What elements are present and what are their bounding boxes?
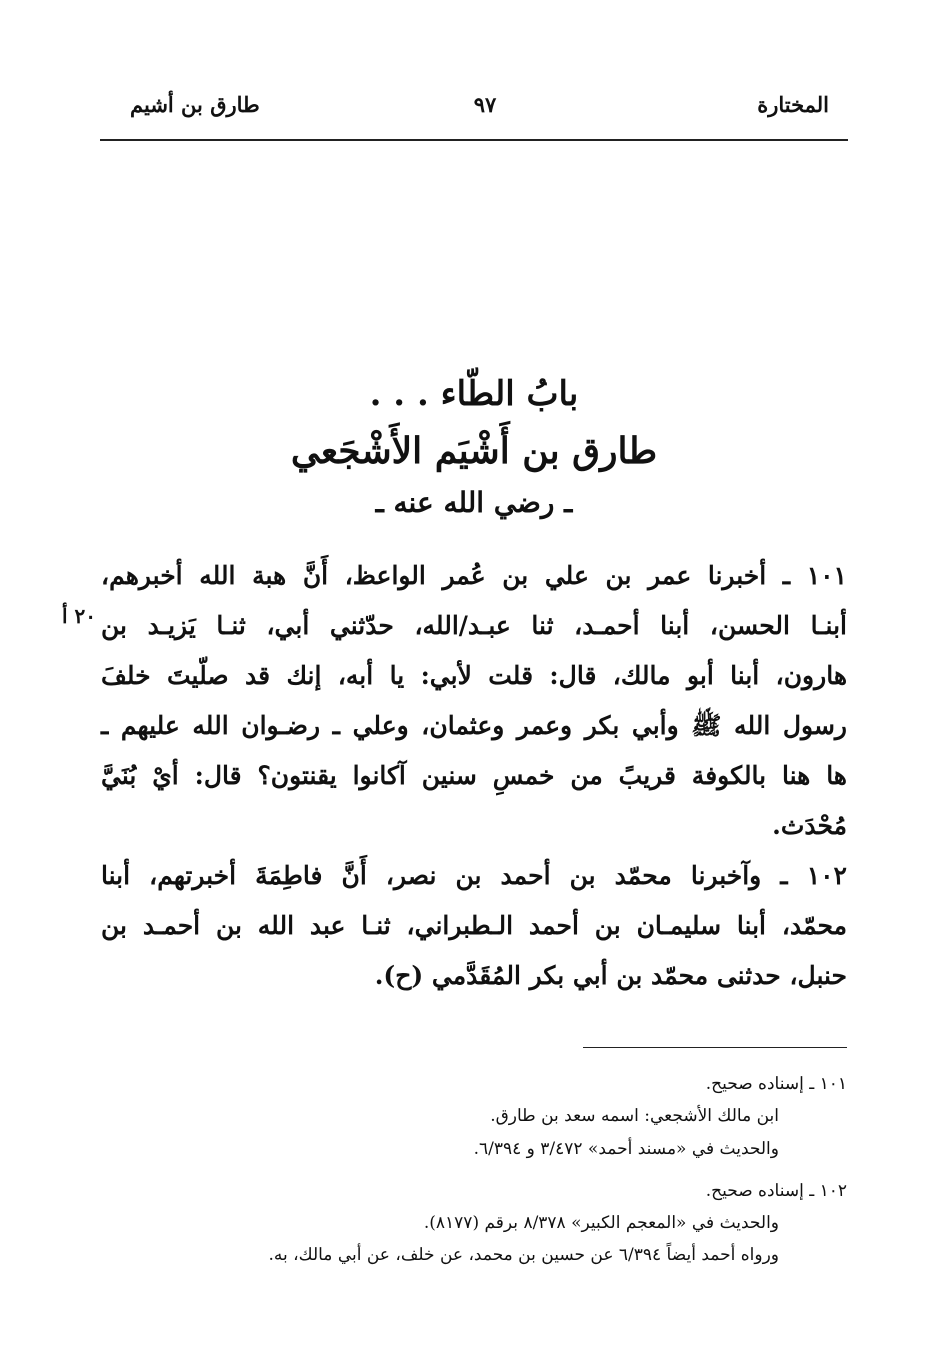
page-number: ٩٧ [473,92,497,117]
body-line: ١٠١ ـ أخبرنا عمر بن علي بن عُمر الواعظ، أَنَّ هبة الله أخبرهم، [101,561,847,590]
margin-folio-note: ٢٠ أ [62,604,97,628]
body-line: هارون، أبنا أبو مالك، قال: قلت لأبي: يا أبه، إنك قد صلّيتَ خلفَ [101,661,847,690]
body-line: محمّد، أبنا سليمـان بن أحمد الـطبراني، ثنـا عبد الله بن أحمـد بن [101,911,847,940]
body-line: أبنـا الحسن، أبنا أحمـد، ثنا عبـد/الله، حدّثني أبي، ثنـا يَزيـد بن [101,611,847,640]
footnote-line: ورواه أحمد أيضاً ٦/٣٩٤ عن حسين بن محمد، عن خلف، عن أبي مالك، به. [268,1245,779,1265]
footnote-divider [583,1047,847,1048]
chapter-heading-bab: بابُ الطّاء . . . [369,374,579,414]
chapter-heading-blessing: ـ رضي الله عنه ـ [375,486,573,519]
footnote-line: ١٠١ ـ إسناده صحيح. [705,1074,847,1094]
footnote-line: والحديث في «مسند أحمد» ٣/٤٧٢ و ٦/٣٩٤. [473,1139,779,1159]
footnote-line: والحديث في «المعجم الكبير» ٨/٣٧٨ برقم (٨١٧٧). [423,1213,779,1233]
body-line: رسول الله ﷺ وأبي بكر وعمر وعثمان، وعلي ـ رضـوان الله عليهم ـ [101,711,847,740]
running-header-book-title: المختارة [757,92,829,117]
body-line: حنبل، حدثنى محمّد بن أبي بكر المُقَدَّمي (ح). [374,961,847,990]
body-line: ١٠٢ ـ وآخبرنا محمّد بن أحمد بن نصر، أَنَّ فاطِمَةَ أخبرتهم، أبنا [101,861,847,890]
body-line: ها هنا بالكوفة قريبً من خمسِ سنين آكانوا يقنتون؟ قال: أيْ بُنَيَّ [101,761,847,790]
footnote-line: ابن مالك الأشجعي: اسمه سعد بن طارق. [490,1106,779,1126]
chapter-heading-name: طارق بن أَشْيَم الأَشْجَعي [290,430,658,472]
footnote-line: ١٠٢ ـ إسناده صحيح. [705,1181,847,1201]
running-header-section-title: طارق بن أشيم [130,92,260,117]
body-line: مُحْدَث. [772,811,847,840]
header-divider [100,139,848,141]
